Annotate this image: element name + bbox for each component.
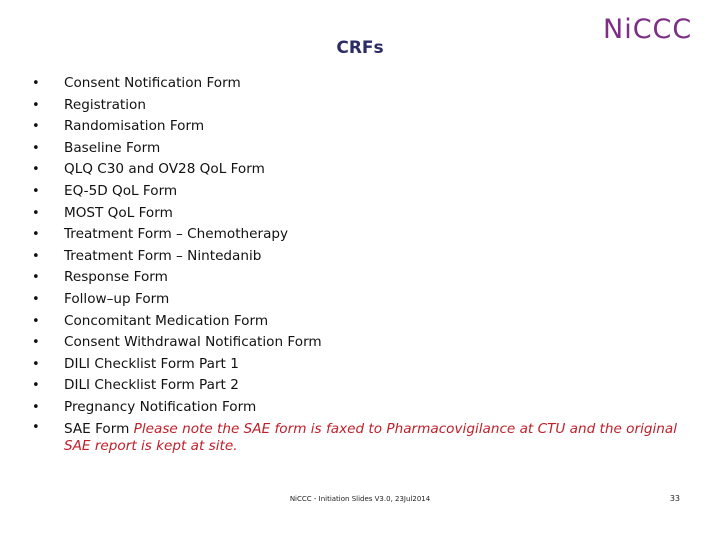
list-item — [30, 116, 698, 138]
list-item-label: SAE Form — [64, 420, 130, 437]
list-item-label: EQ-5D QoL Form — [64, 182, 178, 199]
list-item — [30, 181, 698, 203]
list-item — [30, 289, 698, 311]
list-item-label: DILI Checklist Form Part 2 — [64, 377, 239, 394]
niccc-logo: NiCCC — [603, 14, 693, 45]
list-item — [30, 397, 698, 419]
list-item — [30, 332, 698, 354]
bullet-icon: • — [32, 356, 40, 372]
list-item-label: Registration — [64, 96, 146, 113]
bullet-icon: • — [32, 162, 40, 178]
bullet-icon: • — [32, 227, 40, 243]
list-item-label: MOST QoL Form — [64, 204, 173, 221]
list-item-label: Treatment Form – Nintedanib — [64, 247, 262, 264]
list-item-label: Treatment Form – Chemotherapy — [64, 226, 289, 243]
crf-list — [30, 73, 698, 456]
slide-footer: NiCCC - Initiation Slides V3.0, 23Jul2014 — [289, 495, 431, 503]
list-item — [30, 375, 698, 397]
bullet-icon: • — [32, 119, 40, 135]
list-item — [30, 159, 698, 181]
bullet-icon: • — [32, 140, 40, 156]
sae-note: Please note the SAE form is faxed to Pharmacovigilance at CTU and the original SAE report is kept at site. — [64, 420, 677, 454]
list-item-label: Randomisation Form — [64, 118, 205, 135]
list-item — [30, 354, 698, 376]
list-item — [30, 246, 698, 268]
bullet-icon: • — [32, 291, 40, 307]
list-item-label: QLQ C30 and OV28 QoL Form — [64, 161, 265, 178]
list-item — [30, 95, 698, 117]
bullet-icon: • — [32, 183, 40, 199]
list-item-label: Pregnancy Notification Form — [64, 398, 257, 415]
list-item — [30, 224, 698, 246]
list-item — [30, 311, 698, 333]
bullet-icon: • — [32, 419, 40, 435]
list-item-label: DILI Checklist Form Part 1 — [64, 355, 239, 372]
bullet-icon: • — [32, 205, 40, 221]
slide-title: CRFs — [336, 38, 384, 58]
list-item-label: Response Form — [64, 269, 168, 286]
list-item-label: Baseline Form — [64, 139, 161, 156]
list-item-label: Follow–up Form — [64, 290, 170, 307]
bullet-icon: • — [32, 270, 40, 286]
page-number: 33 — [669, 494, 680, 503]
list-item — [30, 203, 698, 225]
list-item-label: Consent Withdrawal Notification Form — [64, 334, 322, 351]
bullet-icon: • — [32, 76, 40, 91]
bullet-icon: • — [32, 378, 40, 394]
list-item-label: Concomitant Medication Form — [64, 312, 269, 329]
bullet-icon: • — [32, 313, 40, 329]
bullet-icon: • — [32, 97, 40, 113]
list-item — [30, 73, 698, 95]
bullet-icon: • — [32, 335, 40, 351]
list-item — [30, 267, 698, 289]
list-item — [30, 138, 698, 160]
list-item-label: Consent Notification Form — [64, 75, 241, 91]
list-item-sae — [30, 419, 698, 456]
bullet-icon: • — [32, 248, 40, 264]
bullet-icon: • — [32, 399, 40, 415]
